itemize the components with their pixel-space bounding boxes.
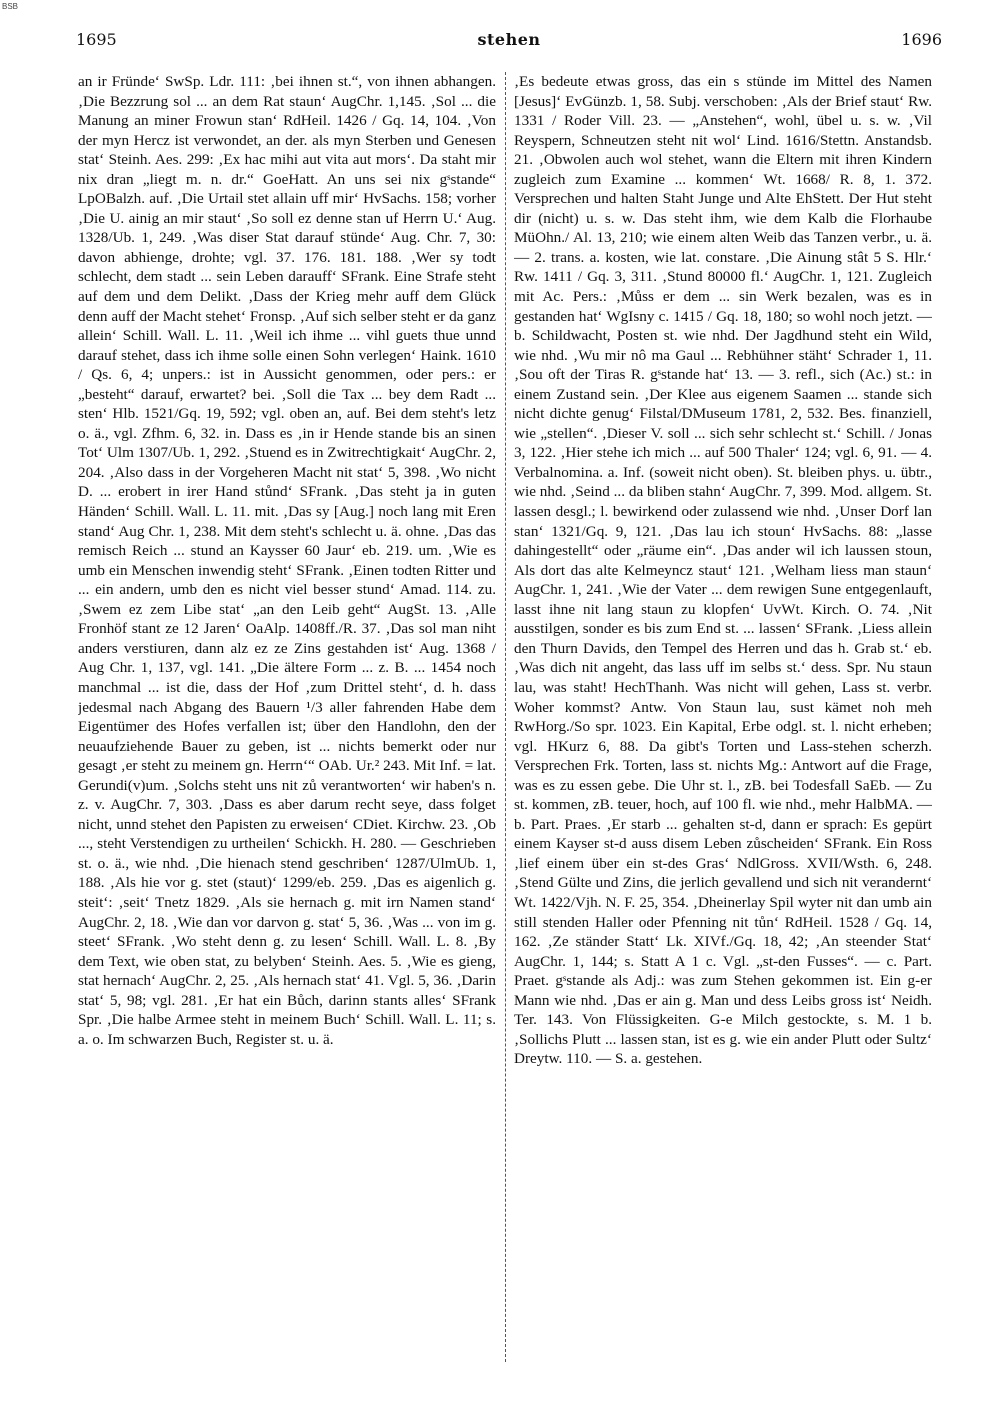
left-column-text: an ir Fründe‘ SwSp. Ldr. 111: ‚bei ihnen st.“, von ihnen abhangen. ‚Die Bezzrung sol ... an dem Rat staun‘ AugChr. 1,145. ‚Sol ... die Manung an miner Frowun stan‘ RdHeil. 1426 / Gq. 14, 104. ‚Von der myn Hercz ist verwondet, an der. als myn Sterben und Genesen stat‘ Steinh. Aes. 299: ‚Ex hac mihi aut vita aut mors‘. Da staht mir nix dran „liegt m. n. dr.“ GoeHatt. An uns sei nix gˢstande“ LpOBalzh. auf. ‚Die Urtail stet allain uff mir‘ HvSachs. 158; vorher ‚Die U. ainig an mir staut‘ ‚So soll ez denne stan uf Herrn U.‘ Aug. 1328/Ub. 1, 249. ‚Was diser Stat darauf stünde‘ Aug. Chr. 7, 30: davon abhienge, drohte; vgl. 37. 176. 181. 188. ‚Wer sy todt schlecht, dem stadt ... sein Leben darauff‘ SFrank. Eine Strafe steht auf dem und dem Delikt. ‚Dass der Krieg mehr auff dem Glück denn auff der Macht stehet‘ Fronsp. ‚Auf sich selber steht er da ganz allein‘ Schill. Wall. L. 11. ‚Weil ich ihme ... vihl guets thue unnd darauf stehet, dass ich ihme solle einen Sohn verlegen‘ Haink. 1610 / Qs. 6, 4; unpers.: ist in Aussicht genommen, oder pers.: er „besteht“ darauf, erwartet? bei. ‚Soll die Tax ... bey dem Radt ... sten‘ Hlb. 1521/Gq. 19, 592; vgl. oben an, auf. Bei dem steht's letz o. ä., vgl. Zfhm. 6, 32. in. Dass es ‚in ir Hende stande bis an sinen Tot‘ Ulm 1307/Ub. 1, 292. ‚Stuend es in Zwitrechtigkait‘ AugChr. 2, 204. ‚Also dass in der Vorgeheren Macht nit stat‘ 5, 398. ‚Wo nicht D. ... erobert in irer Hand stůnd‘ SFrank. ‚Das steht ja in guten Händen‘ Schill. Wall. L. 11. mit. ‚Das sy [Aug.] noch lang mit Eren stand‘ Aug Chr. 1, 238. Mit dem steht's schlecht u. ä. ohne. ‚Das das remisch Reich ... stund an Kaysser 60 Jaur‘ eb. 219. um. ‚Wie es umb ein Menschen inwendig steht‘ SFrank. ‚Einen todten Ritter und ... ein andern, umb den es nicht viel besser stund‘ Amad. 114. zu. ‚Swem ez zem Libe stat‘ „an den Leib geht“ AugSt. 13. ‚Alle Fronhöf stant ze 12 Jaren‘ OaAlp. 1408ff./R. 37. ‚Das sol man niht anders verstiuren, dann alz ez ze Zins gestahden ist‘ Aug. 1368 / Aug Chr. 1, 137, vgl. 141. „Die ältere Form ... z. B. ... 1454 noch manchmal ... ist die, dass der Hof ‚zum Drittel steht‘, d. h. dass jedesmal nach Abgang des Bauern ¹/3 aller fahrenden Habe dem Eigentümer des Hofes verfallen ist; über den Handlohn, den der neuaufziehende Bauer zu geben, ist ... nichts bemerkt oder nur gesagt ‚er steht zu meinem gn. Herrn‘“ OAb. Ur.² 243. Mit Inf. = lat. Gerundi(v)um. ‚Solchs steht uns nit zů verantworten‘ wir haben's n. z. v. AugChr. 7, 303. ‚Dass es aber darum recht seye, dass folget nicht, unnd stehet den Papisten zu erweisen‘ CDiet. Kirchw. 23. ‚Ob ..., steht Verstendigen zu urtheilen‘ Schickh. H. 280. — Geschrieben st. o. ä., wie nhd. ‚Die hienach stend geschriben‘ 1287/UlmUb. 1, 188. ‚Als hie vor g. stet (staut)‘ 1299/eb. 259. ‚Das es aigenlich g. steit‘: ‚seit‘ Tnetz 1829. ‚Als sie hernach g. mit irn Namen stand‘ AugChr. 2, 18. ‚Wie dan vor darvon g. stat‘ 5, 36. ‚Was ... von im g. steet‘ SFrank. ‚Wo steht denn g. zu lesen‘ Schill. Wall. L. 8. ‚By dem Text, wie oben stat, zu belyben‘ Steinh. Aes. 5. ‚Wie es gieng, stat hernach‘ AugChr. 2, 25. ‚Als hernach stat‘ 41. Vgl. 5, 36. ‚Darin stat‘ 5, 98; vgl. 281. ‚Er hat ein Bůch, darinn stants alles‘ SFrank Spr. ‚Die halbe Armee steht in meinem Buch‘ Schill. Wall. L. 11; s. a. o. Im schwarzen Buch, Register st. u. ä.: [78, 73, 496, 1048]
page-number-right: 1696: [901, 30, 942, 49]
left-column: [78, 72, 496, 1362]
page-number-left: 1695: [76, 30, 117, 49]
library-mark: BSB: [2, 2, 19, 11]
page-header: [76, 30, 942, 54]
right-column-text: ‚Es bedeute etwas gross, das ein s stünde im Mittel des Namen [Jesus]‘ EvGünzb. 1, 58. Subj. verschoben: ‚Als der Brief staut‘ Rw. 1331 / Roder Vill. 23. — „Anstehen“, wohl, übel u. s. w. ‚Vil Reyspern, Schneutzen steht nit wol‘ Lind. 1616/Stettn. Anstandsb. 21. ‚Obwolen auch wol stehet, wann die Eltern mit ihren Kindern zugleich zum Examine ... kommen‘ Wt. 1668/ R. 8, 1. 372. Versprechen und halten Staht Junge und Alte EhStett. Der Hut steht dir (nicht) u. s. w. Das steht ihm, wie dem Kalb die Florhaube MüOhn./ Al. 13, 210; wie einem alten Weib das Tanzen verbr., u. ä. — 2. trans. a. kosten, wie lat. constare. ‚Die Ainung stât 5 S. Hlr.‘ Rw. 1411 / Gq. 3, 311. ‚Stund 80000 fl.‘ AugChr. 1, 121. Zugleich mit Ac. Pers.: ‚Můss er dem ... sin Werk bezalen, was es in gestanden hat‘ WgIsny c. 1415 / Gq. 18, 180; so wohl noch jetzt. — b. Schildwacht, Posten st. wie nhd. Der Jagdhund steht ein Wild, wie nhd. ‚Wu mir nô ma Gaul ... Rebhühner stäht‘ Schrader 1, 11. ‚Sou oft der Tiras R. gˢstande hat‘ 13. — 3. refl., sich (Ac.) st.: in einem Zustand sein. ‚Der Klee aus eigenem Saamen ... stande sich nicht dichte genug‘ Filstal/DMuseum 1781, 2, 532. Bes. finanziell, wie „stellen“. ‚Dieser V. soll ... sich sehr schlecht st.‘ Schill. / Jonas 3, 122. ‚Hier stehe ich mich ... auf 500 Thaler‘ 124; vgl. 6, 91. — 4. Verbalnomina. a. Inf. (soweit nicht oben). St. bleiben phys. u. übtr., wie nhd. ‚Seind ... da bliben stahn‘ AugChr. 7, 399. Mod. allgem. St. lassen desgl.; l. bewirkend oder zulassend wie nhd. ‚Unser Dorf lan stan‘ 1321/Gq. 9, 121. ‚Das lau ich stoun‘ HvSachs. 88: „lasse dahingestellt“ oder „räume ein“. ‚Das ander wil ich laussen stoun, Als dort das alte Kelmeyncz staut‘ 121. ‚Welham liess man staun‘ AugChr. 1, 241. ‚Wie der Vater ... dem rewigen Sune entgegenlauft, lasst ihne nit lang staun zu klopfen‘ UvWt. Kirch. O. 74. ‚Nit ausstilgen, sonder es bis zum End st. ... lassen‘ SFrank. ‚Liess allein den Thurn Davids, den Tempel des Herren und das h. Grab st.‘ eb. ‚Was dich nit angeht, das lass uff im selbs st.‘ dess. Spr. Nu staun lau, was staht! HechThanh. Was nicht will gehen, Lass st. verbr. Woher kommst? Antw. Von Staun lau, sust kämet noh meh RwHorg./So spr. 1023. Ein Kapital, Erbe odgl. st. l. nicht erheben; vgl. HKurz 6, 88. Da gibt's Torten und Lass-stehen scherzh. Versprechen Frk. Torten, lass st. nichts Mg.: Antwort auf die Frage, was es zu essen gebe. Die Uhr st. l., zB. bei Todesfall SaEb. — Zu st. kommen, zB. teuer, hoch, auf 100 fl. wie nhd., mehr HalbMA. — b. Part. Praes. ‚Er starb ... gehalten st-d, dann er sprach: Es gepürt einem Kayser st-d auss disem Leben zůscheiden‘ SFrank. Ein Ross ‚lief einem über ein st-des Gras‘ NdlGross. XVII/Wsth. 6, 248. ‚Stend Gülte und Zins, die jerlich gevallend und sich nit verandernt‘ Wt. 1422/Vjh. N. F. 25, 354. ‚Dheinerlay Spil wyter nit dan umb ain still stenden Haller oder Pfenning nit tůn‘ RdHeil. 1528 / Gq. 14, 162. ‚Ze ständer Statt‘ Lk. XIVf./Gq. 18, 42; ‚An steender Stat‘ AugChr. 1, 144; s. Statt A 1 c. Vgl. „st-den Fusses“. — c. Part. Praet. gˢstande als Adj.: was zum Stehen gekommen ist. Ein g-er Mann wie nhd. ‚Das er ain g. Man und dess Leibs gross ist‘ Neidh. Ter. 143. Von Flüssigkeiten. G-e Milch gestockte, s. M. 1 b. ‚Sollichs Plutt ... lassen stan, ist es g. wie ein ander Plutt oder Sultz‘ Dreytw. 110. — S. a. gestehen.: [514, 73, 932, 1068]
column-divider: [505, 72, 506, 1362]
headword: stehen: [477, 30, 541, 49]
right-column: [514, 72, 932, 1362]
